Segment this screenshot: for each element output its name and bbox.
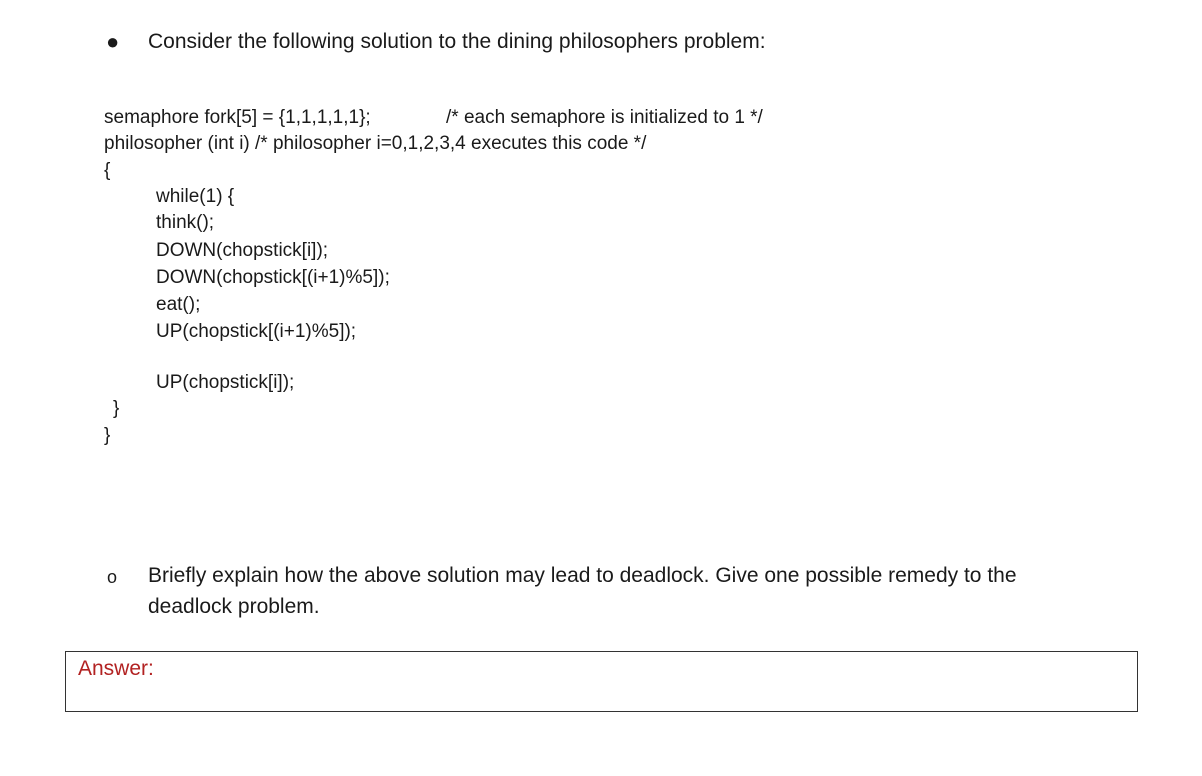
bullet-icon: ●	[106, 29, 120, 54]
answer-label: Answer:	[78, 657, 154, 680]
code-think-call: think();	[156, 212, 215, 233]
answer-box[interactable]	[65, 651, 1138, 712]
hollow-bullet-icon: o	[107, 567, 118, 587]
code-up-left: UP(chopstick[i]);	[156, 372, 295, 393]
code-down-right: DOWN(chopstick[(i+1)%5]);	[156, 267, 390, 288]
code-outer-close-brace: }	[104, 425, 111, 446]
subquestion-text-line1: Briefly explain how the above solution may lead to deadlock. Give one possible remedy to the	[148, 564, 1017, 587]
code-inner-close-brace: }	[113, 398, 120, 419]
code-semaphore-comment: /* each semaphore is initialized to 1 */	[446, 107, 763, 128]
subquestion-text-line2: deadlock problem.	[148, 595, 320, 618]
code-down-left: DOWN(chopstick[i]);	[156, 240, 329, 261]
code-while-loop: while(1) {	[156, 186, 235, 207]
code-philosopher-signature: philosopher (int i) /* philosopher i=0,1,2,3,4 executes this code */	[104, 133, 647, 154]
question-text: Consider the following solution to the dining philosophers problem:	[148, 30, 766, 53]
code-eat-call: eat();	[156, 294, 201, 315]
code-semaphore-decl: semaphore fork[5] = {1,1,1,1,1};	[104, 107, 371, 128]
code-open-brace: {	[104, 160, 111, 181]
code-up-right: UP(chopstick[(i+1)%5]);	[156, 321, 357, 342]
